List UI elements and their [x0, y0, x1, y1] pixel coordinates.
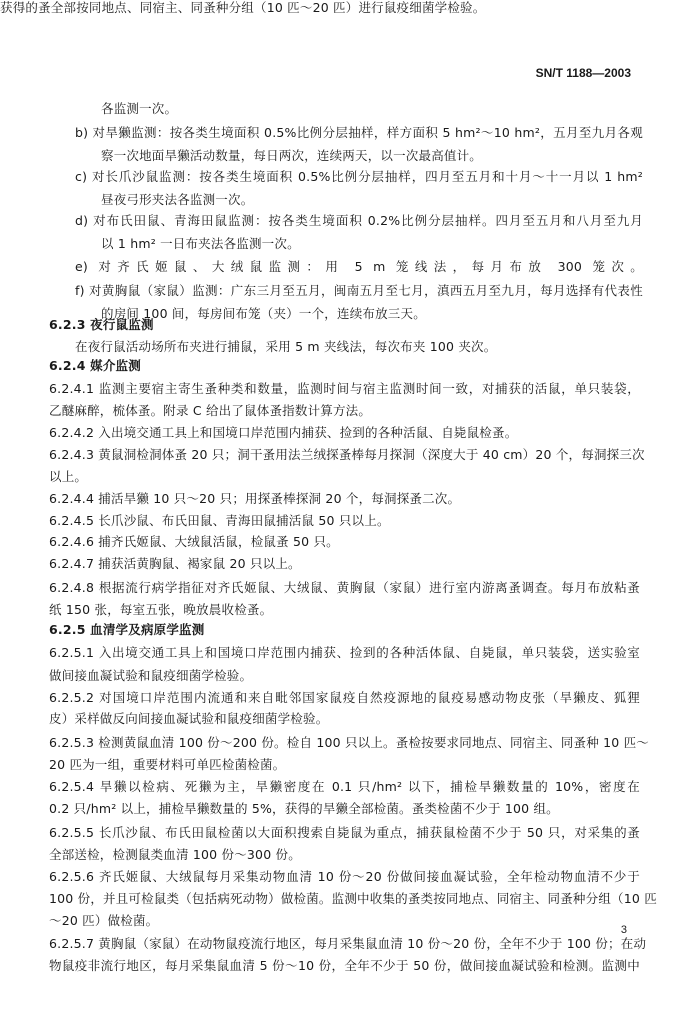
text-line: 在夜行鼠活动场所布夹进行捕鼠，采用 5 m 夹线法，每次布夹 100 夹次。 — [75, 339, 497, 354]
text-line: 6.2.5.4 旱獭以检病、死獭为主，旱獭密度在 0.1 只/hm² 以下，捕检旱獭数量的 10%，密度在 — [49, 779, 640, 794]
text-line: 20 匹为一组，重要材料可单匹检菌检菌。 — [49, 757, 286, 772]
text-line: 以上。 — [49, 469, 88, 484]
text-line: 察一次地面旱獭活动数量，每日两次，连续两天，以一次最高值计。 — [101, 148, 483, 163]
page-number: 3 — [620, 924, 627, 936]
text-line: 获得的蚤全部按同地点、同宿主、同蚤种分组（10 匹～20 匹）进行鼠疫细菌学检验。 — [0, 0, 486, 15]
text-line: b) 对旱獭监测：按各类生境面积 0.5%比例分层抽样，样方面积 5 hm²～10 hm²，五月至九月各观 — [75, 125, 643, 140]
text-line: f) 对黄胸鼠（家鼠）监测：广东三月至五月，闽南五月至七月，滇西五月至九月，每月选择有代表性 — [75, 283, 643, 298]
text-line: ～20 匹）做检菌。 — [49, 913, 159, 928]
text-line: e) 对齐氏姬鼠、大绒鼠监测：用 5 m 笼线法，每月布放 300 笼次。 — [75, 259, 643, 274]
text-line: 乙醚麻醉，梳体蚤。附录 C 给出了鼠体蚤指数计算方法。 — [49, 403, 372, 418]
text-line: 6.2.5.6 齐氏姬鼠、大绒鼠每月采集动物血清 10 份～20 份做间接血凝试验，全年检动物血清不少于 — [49, 869, 640, 884]
text-line: 6.2.4.8 根据流行病学指征对齐氏姬鼠、大绒鼠、黄胸鼠（家鼠）进行室内游离蚤调查。每月布放粘蚤 — [49, 580, 640, 595]
text-line: 6.2.5.7 黄胸鼠（家鼠）在动物鼠疫流行地区，每月采集鼠血清 10 份～20 份，全年不少于 100 份；在动 — [49, 936, 647, 951]
text-line: 6.2.5.2 对国境口岸范围内流通和来自毗邻国家鼠疫自然疫源地的鼠疫易感动物皮张（旱獭皮、狐狸 — [49, 690, 640, 705]
text-line: 以 1 hm² 一日布夹法各监测一次。 — [101, 236, 300, 251]
standard-code-header: SN/T 1188—2003 — [535, 66, 631, 80]
text-line: 全部送检，检测鼠类血清 100 份～300 份。 — [49, 847, 301, 862]
text-line: 各监测一次。 — [101, 101, 178, 116]
text-line: 6.2.4.6 捕齐氏姬鼠、大绒鼠活鼠，检鼠蚤 50 只。 — [49, 534, 339, 549]
text-line: 6.2.4.7 捕获活黄胸鼠、褐家鼠 20 只以上。 — [49, 556, 301, 571]
text-line: 100 份，并且可检鼠类（包括病死动物）做检菌。监测中收集的蚤类按同地点、同宿主、同蚤种分组（10 匹 — [49, 891, 657, 906]
text-line: 昼夜弓形夹法各监测一次。 — [101, 192, 254, 207]
text-line: 做间接血凝试验和鼠疫细菌学检验。 — [49, 668, 253, 683]
text-line: 物鼠疫非流行地区，每月采集鼠血清 5 份～10 份，全年不少于 50 份，做间接血凝试验和检测。监测中 — [49, 958, 640, 973]
text-line: 的房间 100 间，每房间布笼（夹）一个，连续布放三天。 — [101, 306, 426, 321]
text-line: 6.2.4.2 入出境交通工具上和国境口岸范围内捕获、捡到的各种活鼠、自毙鼠检蚤。 — [49, 425, 518, 440]
text-line: 6.2.4.1 监测主要宿主寄生蚤种类和数量，监测时间与宿主监测时间一致，对捕获的活鼠，单只装袋， — [49, 381, 640, 396]
text-line: 纸 150 张，每室五张，晚放晨收检蚤。 — [49, 602, 273, 617]
text-line: 6.2.5.1 入出境交通工具上和国境口岸范围内捕获、捡到的各种活体鼠、自毙鼠，单只装袋，送实验室 — [49, 645, 640, 660]
text-line: 0.2 只/hm² 以上，捕检旱獭数量的 5%，获得的旱獭全部检菌。蚤类检菌不少于 100 组。 — [49, 801, 559, 816]
text-line: 6.2.4.4 捕活旱獭 10 只～20 只；用探蚤棒探洞 20 个，每洞探蚤二次。 — [49, 491, 461, 506]
section-heading: 6.2.3 夜行鼠监测 — [49, 317, 154, 332]
text-line: c) 对长爪沙鼠监测：按各类生境面积 0.5%比例分层抽样，四月至五月和十月～十一月以 1 hm² — [75, 169, 643, 184]
section-heading: 6.2.5 血清学及病原学监测 — [49, 622, 205, 637]
text-line: 6.2.4.5 长爪沙鼠、布氏田鼠、青海田鼠捕活鼠 50 只以上。 — [49, 513, 390, 528]
section-heading: 6.2.4 媒介监测 — [49, 358, 141, 373]
text-line: 皮）采样做反向间接血凝试验和鼠疫细菌学检验。 — [49, 711, 329, 726]
text-line: 6.2.5.5 长爪沙鼠、布氏田鼠检菌以大面积搜索自毙鼠为重点，捕获鼠检菌不少于 50 只，对采集的蚤 — [49, 825, 640, 840]
text-line: d) 对布氏田鼠、青海田鼠监测：按各类生境面积 0.2%比例分层抽样。四月至五月和八月至九月 — [75, 213, 643, 228]
text-line: 6.2.5.3 检测黄鼠血清 100 份～200 份。检自 100 只以上。蚤检按要求同地点、同宿主、同蚤种 10 匹～ — [49, 735, 650, 750]
text-line: 6.2.4.3 黄鼠洞检洞体蚤 20 只；洞干蚤用法兰绒探蚤棒每月探洞（深度大于 40 cm）20 个，每洞探三次 — [49, 447, 645, 462]
